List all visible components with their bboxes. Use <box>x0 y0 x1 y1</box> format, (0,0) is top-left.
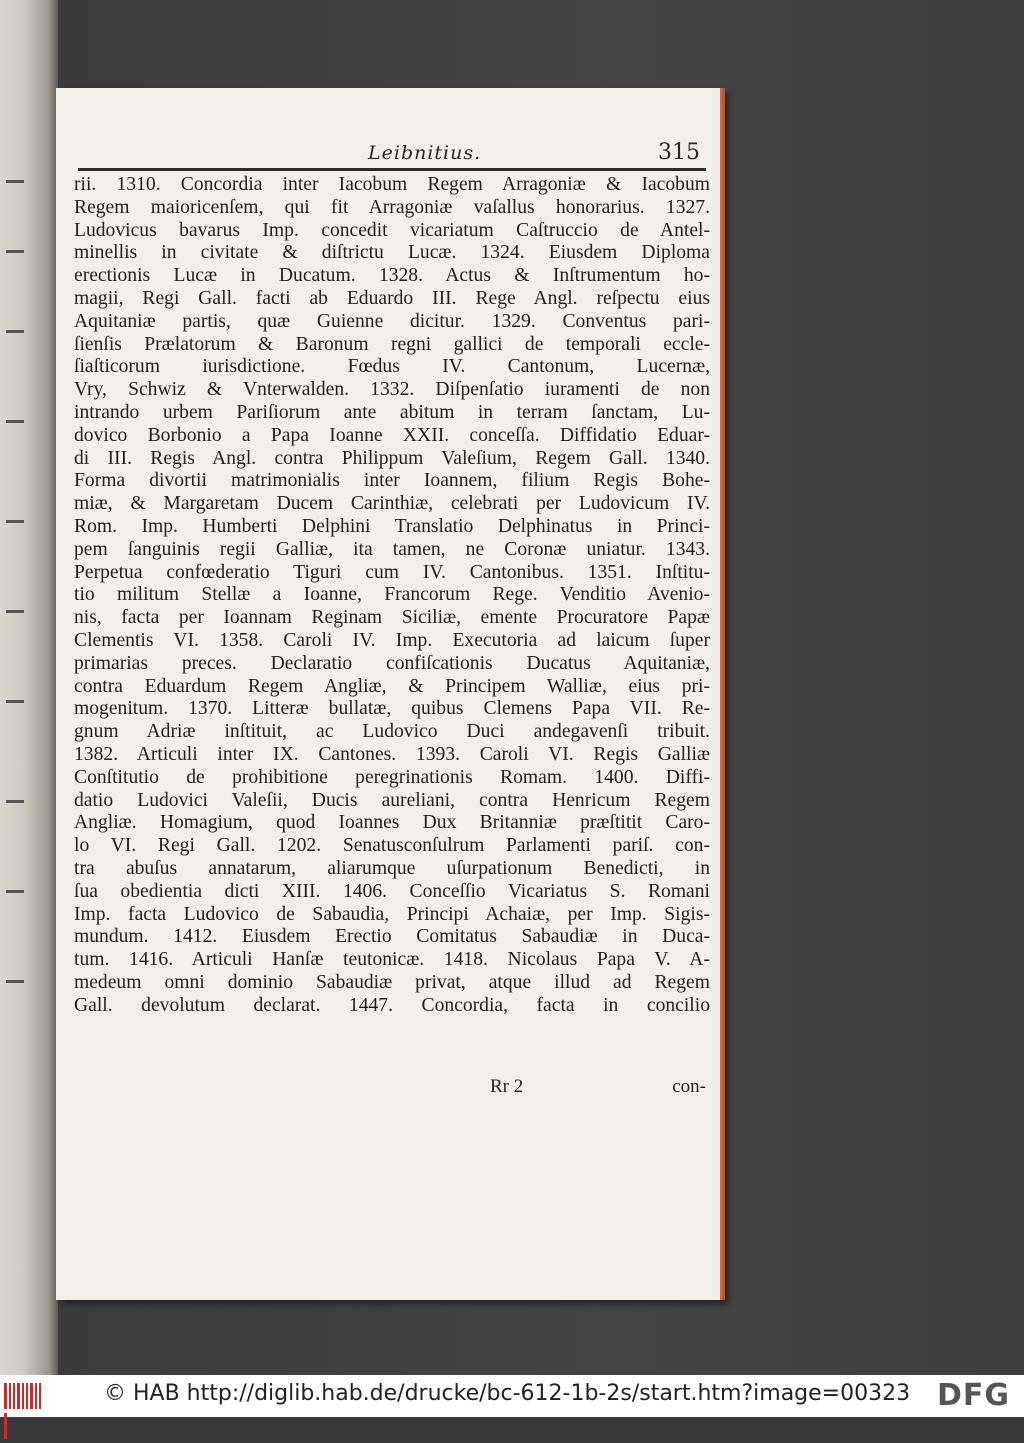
text-line: gnum Adriæ inſtituit, ac Ludovico Duci andegavenſi tribuit. <box>74 721 710 743</box>
text-line: mundum. 1412. Eiusdem Erectio Comitatus Sabaudiæ in Duca- <box>74 926 710 948</box>
text-line: nis, facta per Ioannam Reginam Siciliæ, emente Procuratore Papæ <box>74 607 710 629</box>
dfg-logo: DFG <box>936 1378 1010 1413</box>
text-line: Aquitaniæ partis, quæ Guienne dicitur. 1329. Conventus pari- <box>74 310 710 332</box>
text-line: dovico Borbonio a Papa Ioanne XXII. conceſſa. Diffidatio Eduar- <box>74 424 710 446</box>
text-line: ſua obedientia dicti XIII. 1406. Conceſſio Vicariatus S. Romani <box>74 880 710 902</box>
text-line: Angliæ. Homagium, quod Ioannes Dux Britanniæ præſtitit Caro- <box>74 812 710 834</box>
signature-mark: Rr 2 <box>490 1076 524 1097</box>
text-line: lo VI. Regi Gall. 1202. Senatusconſulrum Parlamenti pariſ. con- <box>74 835 710 857</box>
copyright-link[interactable]: © HAB http://diglib.hab.de/drucke/bc-612-1b-2s/start.htm?image=00323 <box>104 1381 911 1406</box>
text-line: pem ſanguinis regii Galliæ, ita tamen, ne Coronæ uniatur. 1343. <box>74 538 710 560</box>
text-line: Forma divortii matrimonialis inter Ioannem, filium Regis Bohe- <box>74 470 710 492</box>
barcode-icon <box>4 1383 44 1409</box>
running-head: Leibnitius. <box>368 142 482 164</box>
text-line: medeum omni dominio Sabaudiæ privat, atque illud ad Regem <box>74 971 710 993</box>
text-line: Clementis VI. 1358. Caroli IV. Imp. Executoria ad laicum ſuper <box>74 629 710 651</box>
text-line: 1382. Articuli inter IX. Cantones. 1393. Caroli VI. Regis Galliæ <box>74 743 710 765</box>
text-line: tum. 1416. Articuli Hanſæ teutonicæ. 1418. Nicolaus Papa V. A- <box>74 949 710 971</box>
header-rule <box>78 168 706 171</box>
page-footer <box>74 1076 710 1102</box>
page-number: 315 <box>658 140 700 165</box>
text-line: mogenitum. 1370. Litteræ bullatæ, quibus Clemens Papa VII. Re- <box>74 698 710 720</box>
book-page <box>56 88 722 1300</box>
text-line: di III. Regis Angl. contra Philippum Valeſium, Regem Gall. 1340. <box>74 447 710 469</box>
text-line: magii, Regi Gall. facti ab Eduardo III. Rege Angl. reſpectu eius <box>74 287 710 309</box>
catchword: con- <box>672 1076 706 1097</box>
text-line: Conſtitutio de prohibitione peregrinationis Romam. 1400. Diffi- <box>74 766 710 788</box>
text-line: ſienſis Prælatorum & Baronum regni gallici de temporali eccle- <box>74 333 710 355</box>
text-line: tra abuſus annatarum, aliarumque uſurpationum Benedicti, in <box>74 857 710 879</box>
text-line: primarias preces. Declaratio confiſcationis Ducatus Aquitaniæ, <box>74 652 710 674</box>
text-line: erectionis Lucæ in Ducatum. 1328. Actus & Inſtrumentum ho- <box>74 265 710 287</box>
text-line: miæ, & Margaretam Ducem Carinthiæ, celebrati per Ludovicum IV. <box>74 493 710 515</box>
text-line: Ludovicus bavarus Imp. concedit vicariatum Caſtruccio de Antel- <box>74 219 710 241</box>
text-line: Imp. facta Ludovico de Sabaudia, Principi Achaiæ, per Imp. Sigis- <box>74 903 710 925</box>
text-line: tio militum Stellæ a Ioanne, Francorum Rege. Venditio Avenio- <box>74 584 710 606</box>
text-line: Vry, Schwiz & Vnterwalden. 1332. Diſpenſatio iuramenti de non <box>74 379 710 401</box>
text-line: minellis in civitate & diſtrictu Lucæ. 1324. Eiusdem Diploma <box>74 242 710 264</box>
text-line: intrando urbem Pariſiorum ante abitum in terram ſanctam, Lu- <box>74 401 710 423</box>
text-line: rii. 1310. Concordia inter Iacobum Regem Arragoniæ & Iacobum <box>74 174 710 195</box>
text-line: Regem maioricenſem, qui fit Arragoniæ vaſallus honorarius. 1327. <box>74 196 710 218</box>
attribution-bar <box>0 1375 1024 1417</box>
text-line: Rom. Imp. Humberti Delphini Translatio Delphinatus in Princi- <box>74 515 710 537</box>
page-header <box>78 138 708 172</box>
adjacent-page-edge <box>0 0 58 1375</box>
body-text <box>74 174 710 1017</box>
text-line: Perpetua confœderatio Tiguri cum IV. Cantonibus. 1351. Inſtitu- <box>74 561 710 583</box>
text-line: Gall. devolutum declarat. 1447. Concordia, facta in concilio <box>74 994 710 1016</box>
text-line: datio Ludovici Valeſii, Ducis aureliani, contra Henricum Regem <box>74 789 710 811</box>
text-line: ſiaſticorum iurisdictione. Fœdus IV. Cantonum, Lucernæ, <box>74 356 710 378</box>
text-line: contra Eduardum Regem Angliæ, & Principem Walliæ, eius pri- <box>74 675 710 697</box>
